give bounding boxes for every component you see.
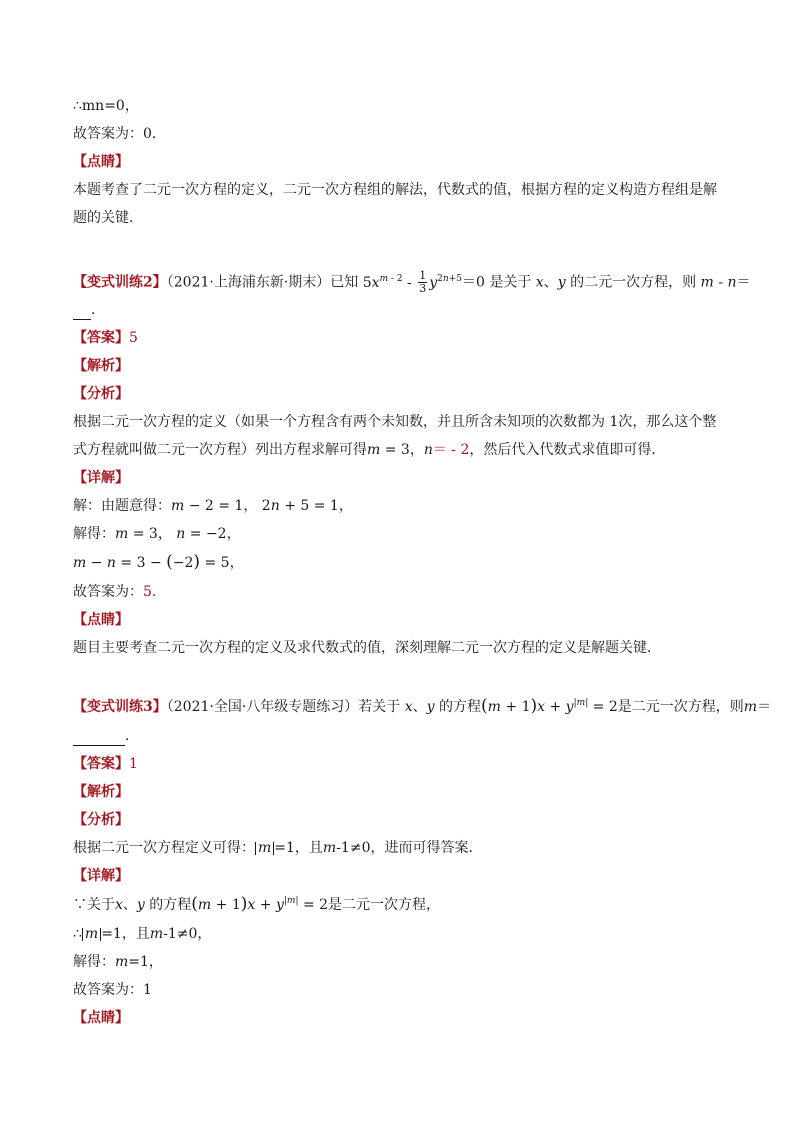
variant2-detail-1: 解：由题意得：m − 2 = 1， 2n + 5 = 1， (73, 498, 353, 514)
answer-blank (73, 731, 125, 746)
variant3-dianjing-heading: 【点睛】 (73, 1010, 129, 1026)
prev-solution-line: ∴mn=0， (73, 98, 139, 114)
answer-blank (73, 305, 91, 320)
variant2-fenxi-heading: 【分析】 (73, 386, 129, 402)
prev-dianjing-heading: 【点睛】 (73, 154, 129, 170)
variant2-detail-4: 故答案为：5． (73, 584, 166, 600)
variant3-jiexi-heading: 【解析】 (73, 784, 129, 800)
prev-dianjing-text-2: 题的关键． (73, 210, 143, 226)
variant2-detail-3: m − n = 3 − (−2) = 5， (73, 552, 244, 572)
variant3-detail-2: ∴ m =1，且m-1≠0， (73, 926, 212, 942)
v2-equation: $5x^{m - 2}$ - $\frac{1}{3}$ $y^{2n+5}$ (362, 269, 462, 295)
variant3-detail-3: 解得：m=1， (73, 954, 163, 970)
variant2-answer: 【答案】5 (73, 330, 138, 346)
variant2-dianjing-text: 题目主要考查二元一次方程的定义及求代数式的值，深刻理解二元一次方程的定义是解题关键． (73, 640, 661, 656)
variant3-detail-4: 故答案为：1 (73, 982, 152, 998)
variant2-question: 【变式训练2】（2021·上海浦东新·期末）已知 $5x^{m - 2}$ - $\frac{1}{3}$ $y^{2n+5}=0$ 是关于 x、y 的二元一次方程，则 m - n＝ (73, 269, 751, 295)
variant2-xiangjie-heading: 【详解】 (73, 470, 129, 486)
variant3-answer: 【答案】1 (73, 756, 138, 772)
v3-equation: $(m + 1)x + y^{|m|} = 2$ (481, 696, 618, 716)
variant2-fenxi-text-2: 式方程就叫做二元一次方程）列出方程求解可得m = 3，n＝ - 2，然后代入代数式求值即可得． (73, 442, 666, 458)
prev-answer-line: 故答案为：0． (73, 126, 166, 142)
variant2-jiexi-heading: 【解析】 (73, 358, 129, 374)
variant3-blank-line: ． (73, 726, 724, 746)
variant3-fenxi-heading: 【分析】 (73, 812, 129, 828)
variant3-detail-1: ∵关于x、y 的方程$(m + 1)x + y^{|m|} = 2$是二元一次方程， (73, 894, 441, 914)
variant3-fenxi-text: 根据二元一次方程定义可得： m =1，且m-1≠0，进而可得答案． (73, 840, 483, 856)
variant2-fenxi-text-1: 根据二元一次方程的定义（如果一个方程含有两个未知数，并且所含未知项的次数都为 1次，那么这个整 (73, 414, 717, 430)
variant3-xiangjie-heading: 【详解】 (73, 868, 129, 884)
variant2-dianjing-heading: 【点睛】 (73, 612, 129, 628)
variant2-detail-2: 解得：m = 3， n = −2， (73, 526, 241, 542)
variant3-question: 【变式训练3】（2021·全国·八年级专题练习）若关于 x、y 的方程$(m + 1)x + y^{|m|} = 2$是二元一次方程，则m＝ (73, 696, 772, 716)
prev-dianjing-text-1: 本题考查了二元一次方程的定义，二元一次方程组的解法，代数式的值，根据方程的定义构造方程组是解 (73, 182, 717, 198)
variant2-blank-line: ． (73, 300, 724, 320)
